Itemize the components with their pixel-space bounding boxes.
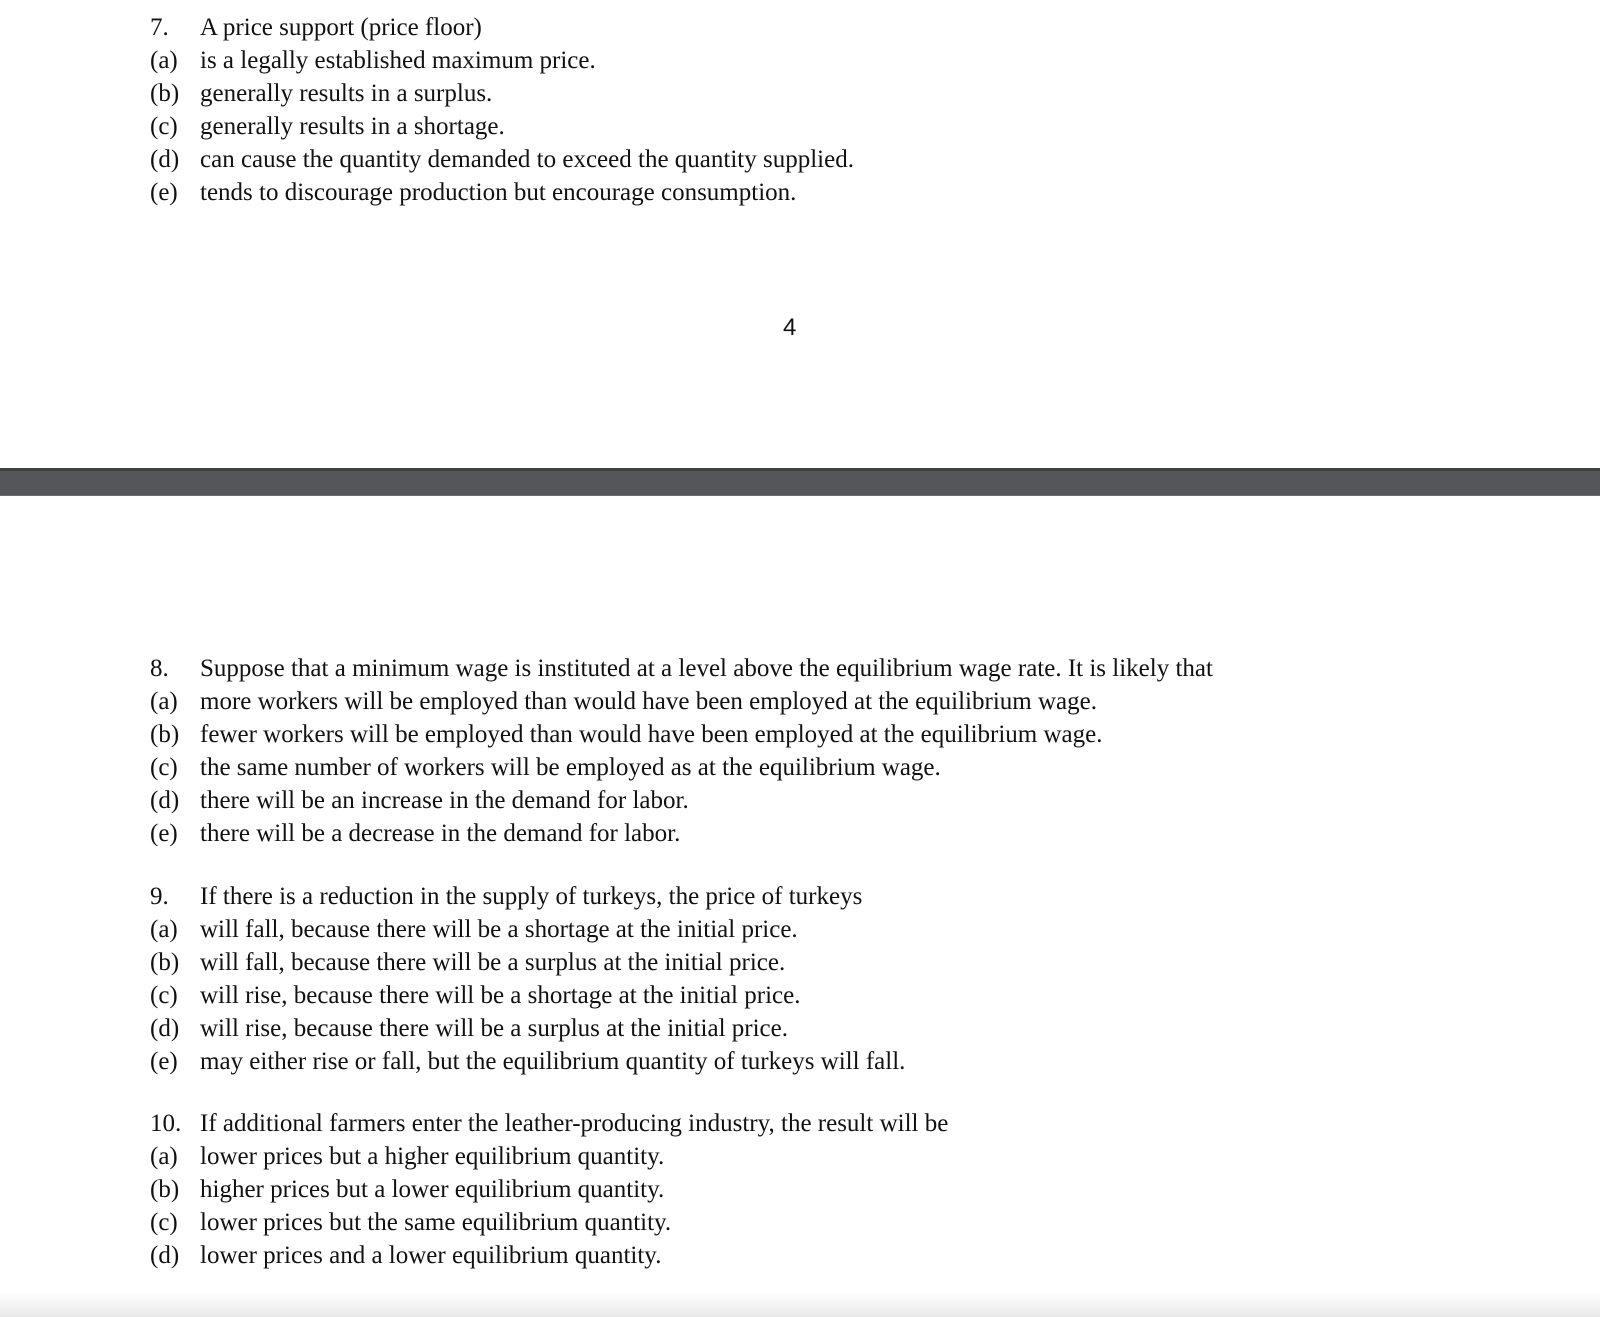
answer-option [150,143,1450,176]
option-text: will rise, because there will be a surplus at the initial price. [200,1015,789,1042]
option-label: (e) [150,179,178,206]
option-text: can cause the quantity demanded to exceed the quantity supplied. [200,146,854,173]
option-text: will fall, because there will be a shortage at the initial price. [200,916,798,943]
page-separator [0,468,1600,496]
document-page-5 [0,496,1600,1317]
option-text: is a legally established maximum price. [200,47,596,74]
option-label: (d) [150,1015,180,1042]
option-text: there will be a decrease in the demand for labor. [200,820,681,847]
question-stem: If there is a reduction in the supply of turkeys, the price of turkeys [200,883,863,910]
option-text: fewer workers will be employed than would have been employed at the equilibrium wage. [200,721,1103,748]
option-label: (e) [150,1048,178,1075]
answer-option [150,1173,1450,1206]
answer-option [150,110,1450,143]
answer-option [150,751,1450,784]
option-text: lower prices but a higher equilibrium quantity. [200,1143,665,1170]
answer-option [150,44,1450,77]
answer-option [150,784,1450,817]
question-number: 10. [150,1110,182,1137]
option-label: (a) [150,916,178,943]
document-page-4 [0,0,1600,468]
option-text: generally results in a surplus. [200,80,493,107]
option-label: (b) [150,80,180,107]
option-text: may either rise or fall, but the equilibrium quantity of turkeys will fall. [200,1048,906,1075]
option-label: (d) [150,146,180,173]
answer-option [150,176,1450,209]
option-label: (c) [150,982,178,1009]
option-label: (d) [150,1242,180,1269]
option-label: (b) [150,721,180,748]
option-label: (b) [150,949,180,976]
option-text: lower prices but the same equilibrium quantity. [200,1209,672,1236]
question-number: 9. [150,883,169,910]
answer-option [150,913,1450,946]
option-label: (c) [150,113,178,140]
option-text: higher prices but a lower equilibrium quantity. [200,1176,665,1203]
question-10 [150,1107,1450,1272]
question-number: 8. [150,655,169,682]
option-label: (a) [150,47,178,74]
option-text: generally results in a shortage. [200,113,505,140]
option-label: (a) [150,688,178,715]
answer-option [150,1206,1450,1239]
option-label: (c) [150,754,178,781]
option-label: (b) [150,1176,180,1203]
option-label: (d) [150,787,180,814]
question-7 [150,11,1450,209]
question-number: 7. [150,14,169,41]
question-stem: If additional farmers enter the leather-producing industry, the result will be [200,1110,949,1137]
question-stem: Suppose that a minimum wage is instituted at a level above the equilibrium wage rate. It is likely that [200,655,1213,682]
option-text: tends to discourage production but encourage consumption. [200,179,797,206]
question-stem-line [150,652,1450,685]
question-stem-line [150,11,1450,44]
answer-option [150,979,1450,1012]
question-8 [150,652,1450,850]
answer-option [150,1239,1450,1272]
option-label: (a) [150,1143,178,1170]
answer-option [150,718,1450,751]
viewer-bottom-shadow [0,1291,1600,1317]
answer-option [150,1140,1450,1173]
answer-option [150,1012,1450,1045]
option-label: (c) [150,1209,178,1236]
answer-option [150,77,1450,110]
answer-option [150,685,1450,718]
question-stem: A price support (price floor) [200,14,482,41]
question-9 [150,880,1450,1078]
answer-option [150,1045,1450,1078]
option-label: (e) [150,820,178,847]
option-text: there will be an increase in the demand for labor. [200,787,689,814]
answer-option [150,817,1450,850]
option-text: will fall, because there will be a surplus at the initial price. [200,949,786,976]
question-stem-line [150,880,1450,913]
option-text: will rise, because there will be a shortage at the initial price. [200,982,801,1009]
answer-option [150,946,1450,979]
option-text: the same number of workers will be employed as at the equilibrium wage. [200,754,941,781]
option-text: more workers will be employed than would have been employed at the equilibrium wage. [200,688,1097,715]
option-text: lower prices and a lower equilibrium quantity. [200,1242,662,1269]
question-stem-line [150,1107,1450,1140]
page-number: 4 [783,314,797,341]
